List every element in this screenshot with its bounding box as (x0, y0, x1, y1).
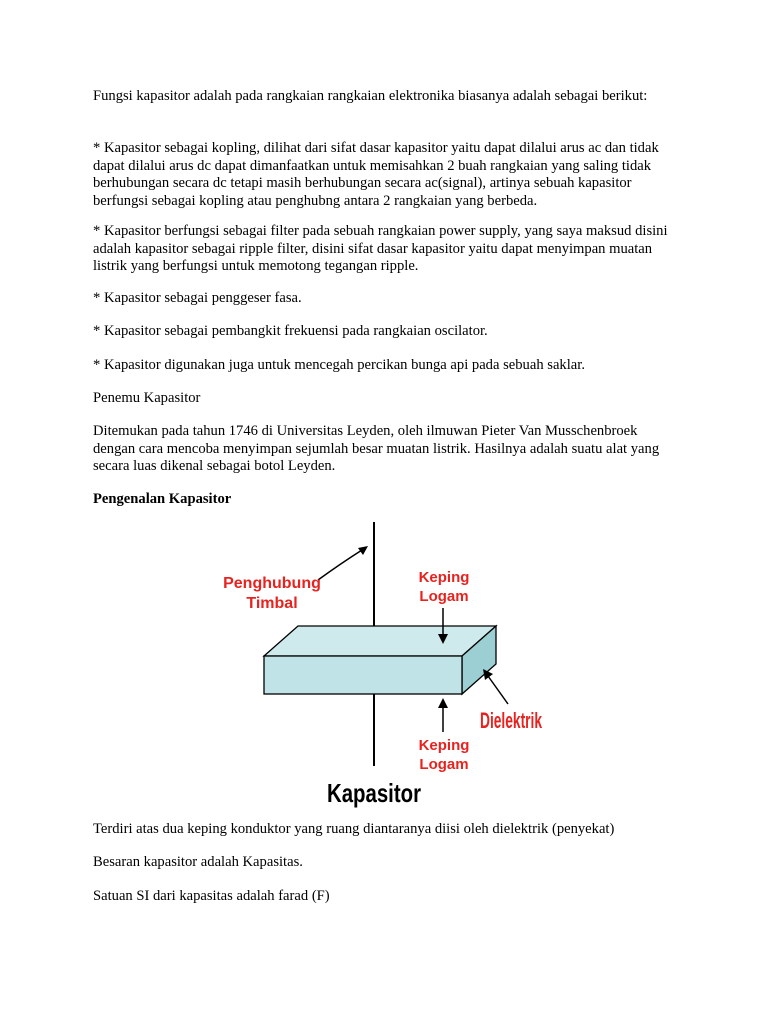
bullet-penggeser-fasa: * Kapasitor sebagai penggeser fasa. (93, 290, 302, 306)
label-logam-top: Logam (419, 588, 469, 605)
arrow-penghubung (318, 550, 362, 580)
pengenalan-heading: Pengenalan Kapasitor (93, 491, 232, 507)
arrowhead-keping-bottom (438, 698, 448, 708)
closing-dua-keping: Terdiri atas dua keping konduktor yang ruang diantaranya diisi oleh dielektrik (penyekat) (93, 821, 615, 837)
label-keping-bottom: Keping (418, 737, 470, 754)
penemu-heading: Penemu Kapasitor (93, 390, 201, 406)
intro-paragraph: Fungsi kapasitor adalah pada rangkaian rangkaian elektronika biasanya adalah sebagai berikut: (93, 88, 648, 104)
bullet-pembangkit-frekuensi: * Kapasitor sebagai pembangkit frekuensi pada rangkaian oscilator. (93, 323, 488, 339)
closing-besaran: Besaran kapasitor adalah Kapasitas. (93, 854, 303, 870)
closing-satuan-si: Satuan SI dari kapasitas adalah farad (F) (93, 888, 330, 904)
label-timbal: Timbal (246, 595, 298, 612)
dielectric-front-face (264, 656, 462, 694)
capacitor-diagram-svg (200, 518, 560, 808)
penemu-paragraph: Ditemukan pada tahun 1746 di Universitas Leyden, oleh ilmuwan Pieter Van Musschenbroek dengan cara mencoba menyimpan sejumlah besar muatan listrik. Hasilnya adalah suatu alat yang secara luas dikenal sebagai botol Leyden. (93, 423, 660, 475)
arrowhead-penghubung (358, 546, 368, 555)
bullet-filter: * Kapasitor berfungsi sebagai filter pada sebuah rangkaian power supply, yang saya maksud disini adalah kapasitor sebagai ripple filter, disini sifat dasar kapasitor yaitu dapat menyimpan muatan listrik yang berfungsi untuk memotong tegangan ripple. (93, 223, 668, 275)
diagram-title-kapasitor: Kapasitor (327, 778, 421, 808)
label-dielektrik: Dielektrik (480, 708, 543, 733)
metal-plate-top-face (264, 626, 496, 656)
capacitor-diagram (200, 518, 560, 808)
bullet-kopling: * Kapasitor sebagai kopling, dilihat dari sifat dasar kapasitor yaitu dapat dilalui arus ac dan tidak dapat dilalui arus dc dapat dimanfaatkan untuk memisahkan 2 buah rangkaian yang saling tidak berhubungan secara dc tetapi masih berhubungan secara ac(signal), artinya sebuah kapasitor berfungsi sebagai kopling atau penghubng antara 2 rangkaian yang berbeda. (93, 140, 659, 209)
arrow-dielektrik (488, 676, 508, 704)
label-logam-bottom: Logam (419, 756, 469, 773)
label-penghubung: Penghubung (223, 575, 321, 592)
bullet-saklar: * Kapasitor digunakan juga untuk mencegah percikan bunga api pada sebuah saklar. (93, 357, 585, 373)
label-keping-top: Keping (418, 569, 470, 586)
